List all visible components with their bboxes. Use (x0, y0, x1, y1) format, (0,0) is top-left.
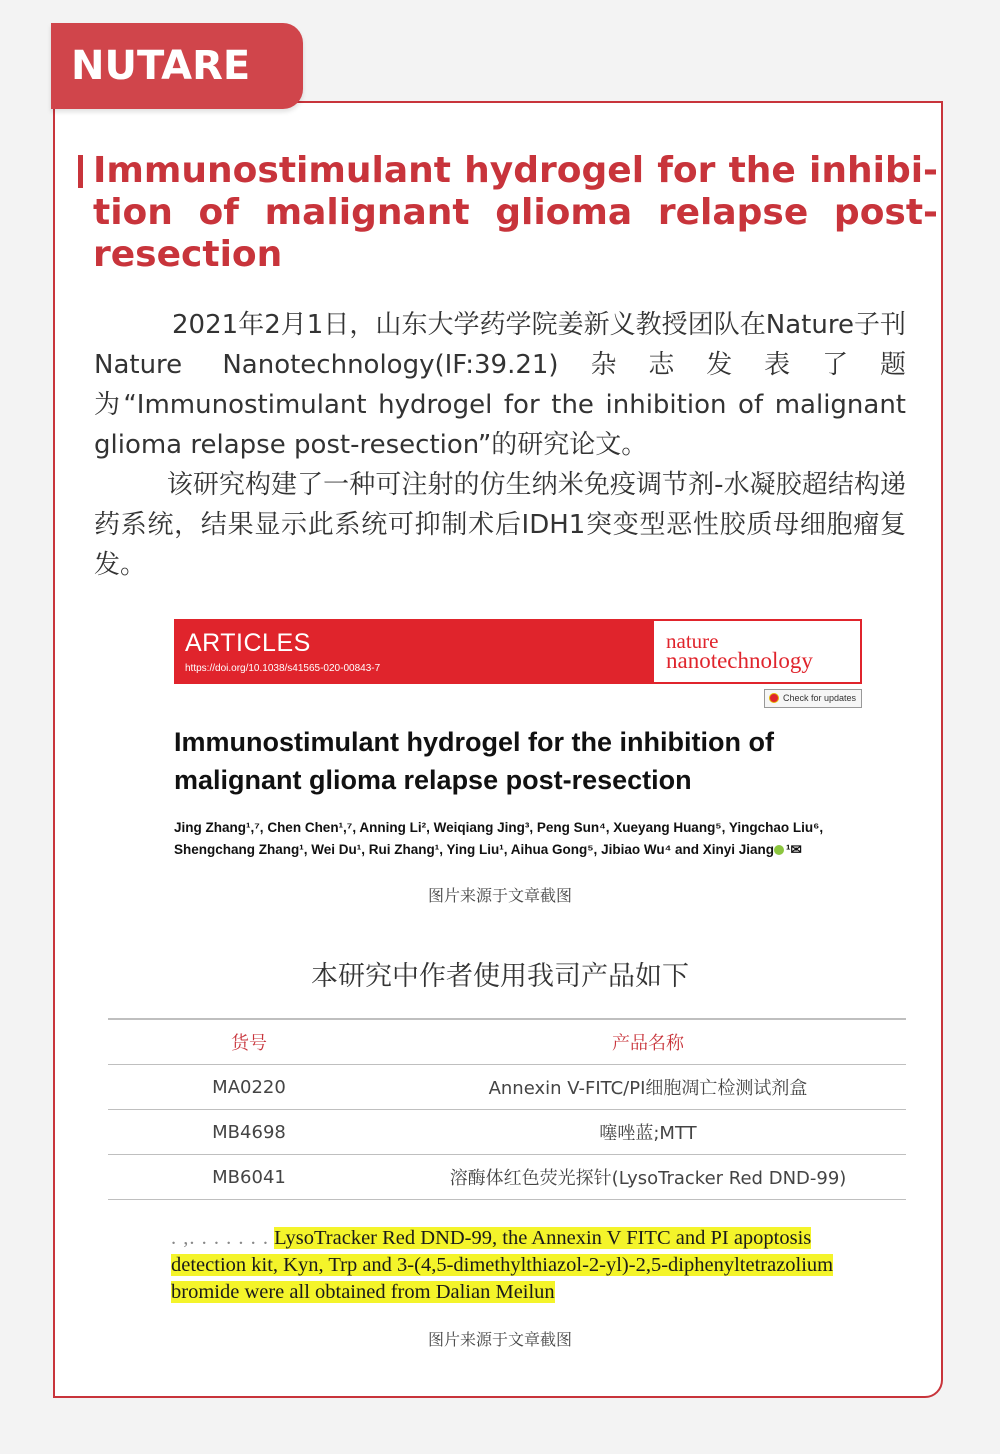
product-name-cell: 噻唑蓝;MTT (390, 1110, 906, 1155)
journal-logo (654, 621, 860, 682)
catalog-no-cell: MB6041 (108, 1155, 390, 1200)
catalog-no-cell: MB4698 (108, 1110, 390, 1155)
title-accent-bar (78, 155, 83, 188)
excerpt-highlight: LysoTracker Red DND-99, the Annexin V FITC and PI apoptosis detection kit, Kyn, Trp and 3-(4,5-dimethylthiazol-2-yl)-2,5-diphenyltetrazolium bromide were all obtained from Dalian Meilun (171, 1227, 834, 1303)
excerpt-cut-text: . ,. . . . . . . (171, 1227, 269, 1249)
article-section-label: ARTICLES (185, 629, 311, 657)
check-updates-label: Check for updates (782, 693, 856, 703)
article-title: Immunostimulant hydrogel for the inhibition of malignant glioma relapse post-resection (174, 727, 774, 795)
product-name-cell: 溶酶体红色荧光探针(LysoTracker Red DND-99) (390, 1155, 906, 1200)
brand-tab: NUTARE (51, 23, 303, 109)
products-table-header (108, 1019, 906, 1065)
product-name-cell: Annexin V-FITC/PI细胞凋亡检测试剂盒 (390, 1065, 906, 1110)
header-product-name: 产品名称 (390, 1019, 906, 1065)
intro-paragraph-2: 该研究构建了一种可注射的仿生纳米免疫调节剂-水凝胶超结构递药系统，结果显示此系统可抑制术后IDH1突变型恶性胶质母细胞瘤复发。 (94, 470, 906, 580)
table-row (108, 1065, 906, 1110)
article-authors (174, 817, 862, 861)
image-caption-2: 图片来源于文章截图 (427, 1330, 572, 1349)
check-updates-button[interactable] (764, 689, 862, 708)
journal-logo-line1: nature (666, 629, 719, 653)
check-updates-icon (769, 693, 779, 703)
article-doi-link[interactable]: https://doi.org/10.1038/s41565-020-00843-7 (185, 663, 381, 674)
orcid-icon (774, 845, 784, 855)
products-heading: 本研究中作者使用我司产品如下 (311, 961, 689, 992)
products-table (108, 1018, 906, 1200)
article-excerpt (171, 1225, 851, 1306)
intro-paragraph-1: 2021年2月1日，山东大学药学院姜新义教授团队在Nature子刊 Nature Nanotechnology(IF:39.21)杂志发表了题为“Immunostimulant hydrogel for the inhibition of malignant glioma relapse post-resection”的研究论文。 (94, 310, 906, 460)
image-caption-1: 图片来源于文章截图 (427, 886, 572, 905)
header-catalog-no: 货号 (108, 1019, 390, 1065)
catalog-no-cell: MA0220 (108, 1065, 390, 1110)
article-authors-names: Jing Zhang¹,⁷, Chen Chen¹,⁷, Anning Li², Weiqiang Jing³, Peng Sun⁴, Xueyang Huang⁵, Yingchao Liu⁶, Shengchang Zhang¹, Wei Du¹, Rui Zhang¹, Ying Liu¹, Aihua Gong⁵, Jibiao Wu⁴ and Xinyi Jiang (174, 820, 824, 857)
article-banner (174, 619, 862, 684)
article-authors-tail: ¹✉ (786, 842, 802, 857)
article-screenshot (174, 619, 862, 857)
page-title: Immunostimulant hydrogel for the inhibi-tion of malignant glioma relapse post-resection (93, 150, 938, 275)
intro-text (94, 305, 906, 585)
table-row (108, 1110, 906, 1155)
table-row (108, 1155, 906, 1200)
journal-logo-line2: nanotechnology (666, 648, 813, 673)
